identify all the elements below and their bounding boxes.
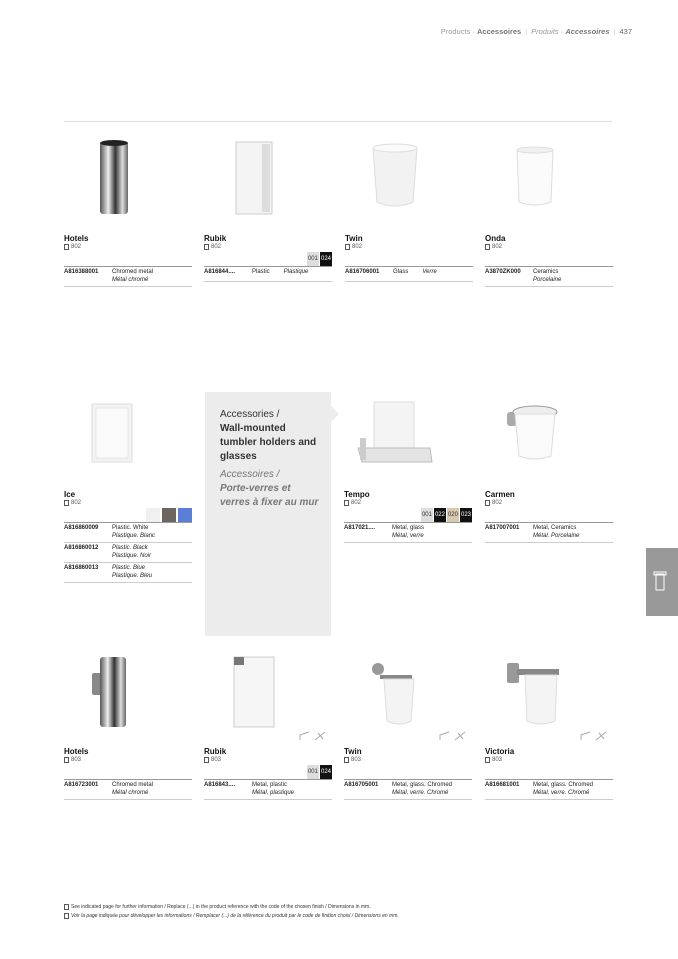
wall-mount-icon [299, 731, 311, 741]
desc-fr: Métal. Porcelaine [533, 532, 580, 539]
ref-row [485, 266, 613, 287]
product-name: Rubik [204, 747, 227, 756]
color-swatches [64, 508, 192, 522]
mounting-icons [439, 731, 466, 741]
page-icon [485, 757, 490, 763]
page-icon [344, 757, 349, 763]
ref-row [345, 266, 473, 282]
ref-code: A816388001 [64, 269, 99, 275]
product-name: Rubik [204, 234, 227, 243]
desc-en: Plastic [252, 269, 270, 275]
footer-text-en: See indicated page for further information / Replace (...) in the product reference with the code of the chosen finish / Dimensions in mm. [71, 904, 371, 910]
product-image [344, 386, 472, 488]
finish-code: 022 [434, 508, 446, 522]
glass-tumbler-icon [345, 130, 473, 232]
screw-mount-icon [314, 731, 326, 741]
ref-code: A816844.... [204, 269, 236, 275]
page-ref [64, 500, 192, 506]
screw-mount-icon [595, 731, 607, 741]
section-title-en [220, 408, 320, 464]
footer-note-en [64, 904, 371, 910]
desc-en: Glass [393, 269, 409, 275]
desc-en: Plastic. White [112, 525, 149, 531]
mounting-icons [299, 731, 326, 741]
page-ref-number: 802 [351, 500, 362, 506]
wall-glass-holder-square-icon [485, 643, 613, 745]
tumbler-icon [646, 548, 678, 616]
ref-code: A817007001 [485, 525, 520, 531]
ref-code: A816860013 [64, 565, 99, 571]
desc-fr: Verre [422, 269, 437, 275]
product-image [204, 130, 332, 232]
desc-fr: Métal, verre [392, 532, 424, 539]
page-icon [204, 757, 209, 763]
ref-code: A816706001 [345, 269, 380, 275]
page-icon [64, 500, 69, 506]
desc-en: Metal, plastic [252, 782, 288, 788]
wall-mount-icon [580, 731, 592, 741]
product-image [204, 643, 332, 745]
ref-code: A816681001 [485, 782, 520, 788]
header-en-section: Accessoires [476, 27, 522, 36]
page-ref [204, 757, 332, 763]
product-name: Hotels [64, 747, 89, 756]
desc-en: Metal, glass [392, 525, 425, 531]
product-image [64, 386, 192, 488]
product-twin-802 [345, 130, 473, 282]
swatch-blue [178, 508, 192, 522]
frosted-tumbler-icon [64, 386, 192, 488]
ref-row [485, 779, 613, 800]
section-info-box [205, 392, 331, 636]
ref-code: A816723001 [64, 782, 99, 788]
ref-code: A3870ZK000 [485, 269, 521, 275]
page-icon [485, 244, 490, 250]
desc-fr: Métal chromé [112, 789, 149, 796]
page-ref-number: 802 [211, 244, 222, 250]
finish-codes [204, 765, 332, 779]
wall-glass-holder-icon [344, 643, 472, 745]
wall-cup-holder-icon [485, 386, 613, 488]
page-ref [64, 757, 192, 763]
product-name: Victoria [485, 747, 515, 756]
section-side-tab[interactable] [646, 548, 678, 616]
product-image [64, 643, 192, 745]
page-ref [485, 244, 613, 250]
wall-chrome-tumbler-icon [64, 643, 192, 745]
desc-en: Metal, glass. Chromed [392, 782, 453, 788]
footer-note-fr [64, 913, 399, 919]
finish-codes [344, 508, 472, 522]
section-title-en-main: Wall-mounted tumbler holders and glasses [220, 423, 317, 462]
product-image [64, 130, 192, 232]
product-image [345, 130, 473, 232]
top-divider [64, 121, 612, 122]
page-ref [485, 500, 613, 506]
screw-mount-icon [454, 731, 466, 741]
desc-fr: Plastique. Blanc [112, 532, 156, 539]
page-ref [345, 244, 473, 250]
page-ref-number: 802 [492, 244, 503, 250]
page-ref-number: 802 [492, 500, 503, 506]
ref-row [204, 779, 332, 800]
desc-fr: Plastique [283, 269, 309, 275]
desc-en: Chromed metal [112, 782, 154, 788]
product-name: Hotels [64, 234, 89, 243]
page-ref [485, 757, 613, 763]
page-ref [344, 757, 472, 763]
section-title-fr-prefix: Accessoires / [220, 469, 280, 480]
ref-code: A817021.... [344, 525, 376, 531]
mounting-icons [580, 731, 607, 741]
desc-en: Ceramics [533, 269, 559, 275]
section-title-fr [220, 468, 320, 510]
finish-code: 001 [421, 508, 433, 522]
ref-row [344, 522, 472, 543]
product-tempo-802 [344, 386, 472, 543]
page-icon [64, 904, 69, 910]
ref-row [64, 543, 192, 563]
ref-row [344, 779, 472, 800]
square-tumbler-icon [204, 130, 332, 232]
desc-fr: Métal, plastique [252, 789, 295, 796]
ref-code: A816860009 [64, 525, 99, 531]
product-hotels-802 [64, 130, 192, 287]
page-ref-number: 803 [492, 757, 503, 763]
header-en-prefix: Products · [440, 27, 477, 36]
page-icon [344, 500, 349, 506]
ref-row [204, 266, 332, 282]
ref-code: A816705001 [344, 782, 379, 788]
product-image [485, 130, 613, 232]
wall-square-tumbler-icon [204, 643, 332, 745]
wall-tumbler-holder-icon [344, 386, 472, 488]
header-fr-section: Accessoires [565, 27, 610, 36]
product-name: Ice [64, 490, 76, 499]
desc-en: Chromed metal [112, 269, 154, 275]
page-ref-number: 803 [211, 757, 222, 763]
swatch-white [146, 508, 160, 522]
product-twin-803 [344, 643, 472, 800]
page-ref-number: 803 [71, 757, 82, 763]
ref-row [485, 522, 613, 543]
page-icon [64, 757, 69, 763]
desc-en: Plastic. Blue [112, 565, 146, 571]
product-image [344, 643, 472, 745]
finish-code: 001 [307, 765, 319, 779]
product-image [485, 386, 613, 488]
page-number: 437 [619, 27, 632, 36]
product-onda-802 [485, 130, 613, 287]
finish-code: 023 [460, 508, 472, 522]
ref-row [64, 266, 192, 287]
wall-mount-icon [439, 731, 451, 741]
page-icon [64, 244, 69, 250]
ref-code: A816843.... [204, 782, 236, 788]
ref-row [64, 779, 192, 800]
page-ref-number: 802 [352, 244, 363, 250]
product-image [485, 643, 613, 745]
product-name: Onda [485, 234, 506, 243]
section-title-en-prefix: Accessories / [220, 409, 280, 420]
product-victoria-803 [485, 643, 613, 800]
desc-fr: Plastique. Bleu [112, 572, 153, 579]
swatch-black [162, 508, 176, 522]
page-header: Products · Accessoires | Produits · Accessoires | 437 [440, 27, 632, 36]
desc-fr: Métal chromé [112, 276, 149, 283]
page-ref-number: 802 [71, 244, 82, 250]
page-icon [64, 913, 69, 919]
desc-fr: Porcelaine [533, 276, 562, 283]
header-fr-prefix: Produits · [531, 27, 566, 36]
page-ref [204, 244, 332, 250]
page-icon [204, 244, 209, 250]
desc-fr: Métal, verre. Chromé [533, 789, 590, 796]
finish-code: 020 [447, 508, 459, 522]
page-ref-number: 803 [351, 757, 362, 763]
finish-code: 024 [320, 252, 332, 266]
ref-row [64, 563, 192, 583]
finish-code: 001 [307, 252, 319, 266]
desc-en: Metal, Ceramics [533, 525, 577, 531]
product-ice-802 [64, 386, 192, 583]
finish-codes [204, 252, 332, 266]
desc-en: Metal, glass. Chromed [533, 782, 594, 788]
desc-fr: Métal, verre. Chromé [392, 789, 449, 796]
section-title-fr-main: Porte-verres et verres à fixer au mur [220, 483, 319, 508]
desc-fr: Plastique. Noir [112, 552, 152, 559]
ref-code: A816860012 [64, 545, 99, 551]
page-ref [344, 500, 472, 506]
product-hotels-803 [64, 643, 192, 800]
product-name: Carmen [485, 490, 515, 499]
product-name: Twin [344, 747, 362, 756]
product-name: Twin [345, 234, 363, 243]
product-rubik-802 [204, 130, 332, 282]
ceramic-tumbler-icon [485, 130, 613, 232]
product-name: Tempo [344, 490, 370, 499]
ref-row [64, 522, 192, 543]
finish-code: 024 [320, 765, 332, 779]
footer-text-fr: Voir la page indiquée pour développer les informations / Remplacer (...) de la référence du produit par le code de finition choisi / Dimensions en mm. [71, 913, 399, 919]
page-ref [64, 244, 192, 250]
chrome-tumbler-icon [64, 130, 192, 232]
desc-en: Plastic. Black [112, 545, 148, 551]
page-icon [345, 244, 350, 250]
page-icon [485, 500, 490, 506]
product-rubik-803 [204, 643, 332, 800]
page-ref-number: 802 [71, 500, 82, 506]
product-carmen-802 [485, 386, 613, 543]
